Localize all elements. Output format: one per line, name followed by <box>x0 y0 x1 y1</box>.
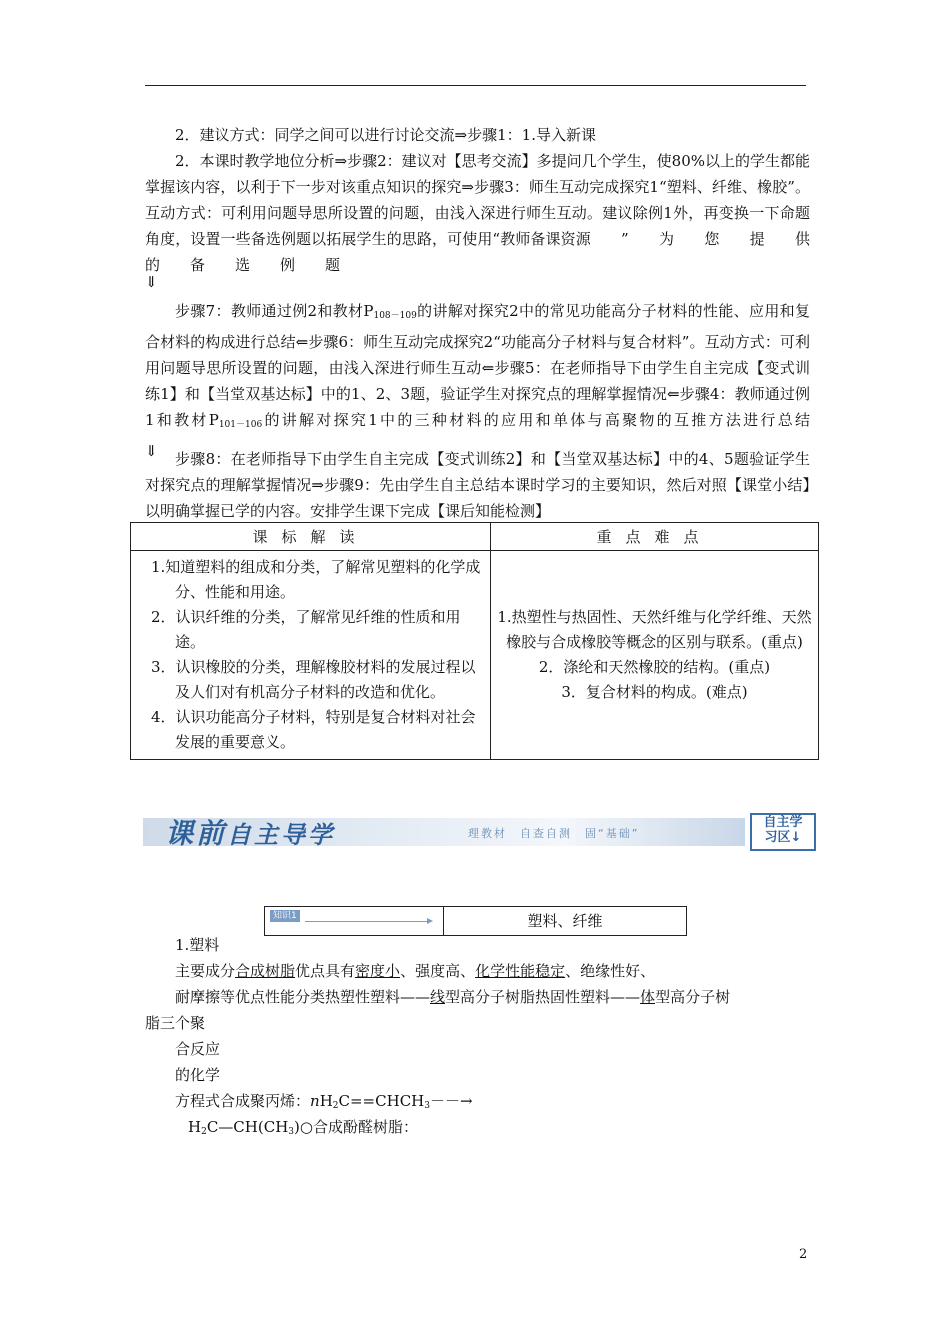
standards-cell <box>131 551 491 760</box>
teaching-analysis-paragraph: 2．本课时教学地位分析⇒步骤2：建议对【思考交流】多提问几个学生，使80%以上的学生都能掌握该内容，以利于下一步对该重点知识的探究⇒步骤3：师生互动完成探究1“塑料、纤维、橡胶”。互动方式：可利用问题导思所设置的问题，由浅入深进行师生互动。建议除例1外，再变换一下命题角度，设置一些备选例题以拓展学生的思路，可使用“教师备课资源 ” 为 您 提 供 的 备 选 例 题 <box>145 152 841 274</box>
key-points-cell <box>491 551 819 760</box>
topic-title: 塑料、纤维 <box>527 912 603 930</box>
header-rule <box>145 85 806 86</box>
down-arrow-icon: ⇓ <box>145 442 158 460</box>
step-intro-line: 2．建议方式：同学之间可以进行讨论交流⇒步骤1：1.导入新课 <box>175 126 596 144</box>
down-arrow-icon: ⇓ <box>145 273 158 291</box>
standard-item: 3．认识橡胶的分类，理解橡胶材料的发展过程以及人们对有机高分子材料的改造和优化。 <box>151 658 476 701</box>
steps-4-7-paragraph: 步骤7：教师通过例2和教材$P_{108-109}$的讲解对探究2中的常见功能高分子材料的性能、应用和复合材料的构成进行总结⇐步骤6：师生互动完成探究2“功能高分子材料与复合材料”。互动方式：可利用问题导思所设置的问题，由浅入深进行师生互动⇐步骤5：在老师指导下由学生自主完成【变式训练1】和【当堂双基达标】中的1、2、3题，验证学生对探究点的理解掌握情况⇐步骤4：教师通过例1和教材$P_{101-106}$的讲解对探究1中的三种材料的应用和单体与高聚物的互推方法进行总结 ⇓ <box>145 302 811 460</box>
banner-title: 课前自主导学 <box>165 817 336 850</box>
polymer-product-line: $H_2C—CH(CH_3)○$合成酚醛树脂： <box>188 1118 418 1137</box>
topic-header <box>264 906 687 936</box>
page-number: 2 <box>799 1247 808 1262</box>
plastic-classification-line: 耐摩擦等优点性能分类热塑性塑料——线型高分子树脂热固性塑料——体型高分子树 <box>175 988 731 1006</box>
banner-subtitle: 理教材 自查自测 固“基础” <box>468 827 640 840</box>
plastic-composition-line: 主要成分合成树脂优点具有密度小、强度高、化学性能稳定、绝缘性好、 <box>175 962 656 980</box>
topic-label-cell <box>265 907 444 935</box>
key-points-header: 重点难点 <box>491 523 819 551</box>
standards-table <box>130 522 819 760</box>
key-point-item: 3．复合材料的构成。(难点) <box>561 683 748 701</box>
arrow-right-icon <box>305 921 431 922</box>
section-banner <box>143 812 815 850</box>
steps-8-9-paragraph: 步骤8：在老师指导下由学生自主完成【变式训练2】和【当堂双基达标】中的4、5题验证学生对探究点的理解掌握情况⇒步骤9：先由学生自主总结本课时学习的主要知识，然后对照【课堂小结】以明确掌握已学的内容。安排学生课下完成【课后知能检测】 <box>145 450 810 520</box>
standards-header: 课标解读 <box>131 523 491 551</box>
key-point-item: 1.热塑性与热固性、天然纤维与化学纤维、天然橡胶与合成橡胶等概念的区别与联系。(重点) <box>497 608 812 651</box>
text-line: 脂三个聚 <box>145 1014 206 1032</box>
standard-item: 4．认识功能高分子材料，特别是复合材料对社会发展的重要意义。 <box>151 708 476 751</box>
knowledge-tag: 知识1 <box>270 910 300 922</box>
standard-item: 2．认识纤维的分类，了解常见纤维的性质和用途。 <box>151 608 461 651</box>
text-line: 的化学 <box>175 1066 221 1084</box>
standard-item: 1.知道塑料的组成和分类，了解常见塑料的化学成分、性能和用途。 <box>151 558 481 601</box>
self-study-badge: 自主学 习区↓ <box>750 813 816 851</box>
key-point-item: 2．涤纶和天然橡胶的结构。(重点) <box>538 658 771 676</box>
section-heading: 1.塑料 <box>175 936 220 954</box>
polypropylene-equation: 方程式合成聚丙烯：$nH_2C==CHCH_3--\to$ <box>175 1092 473 1111</box>
text-line: 合反应 <box>175 1040 221 1058</box>
